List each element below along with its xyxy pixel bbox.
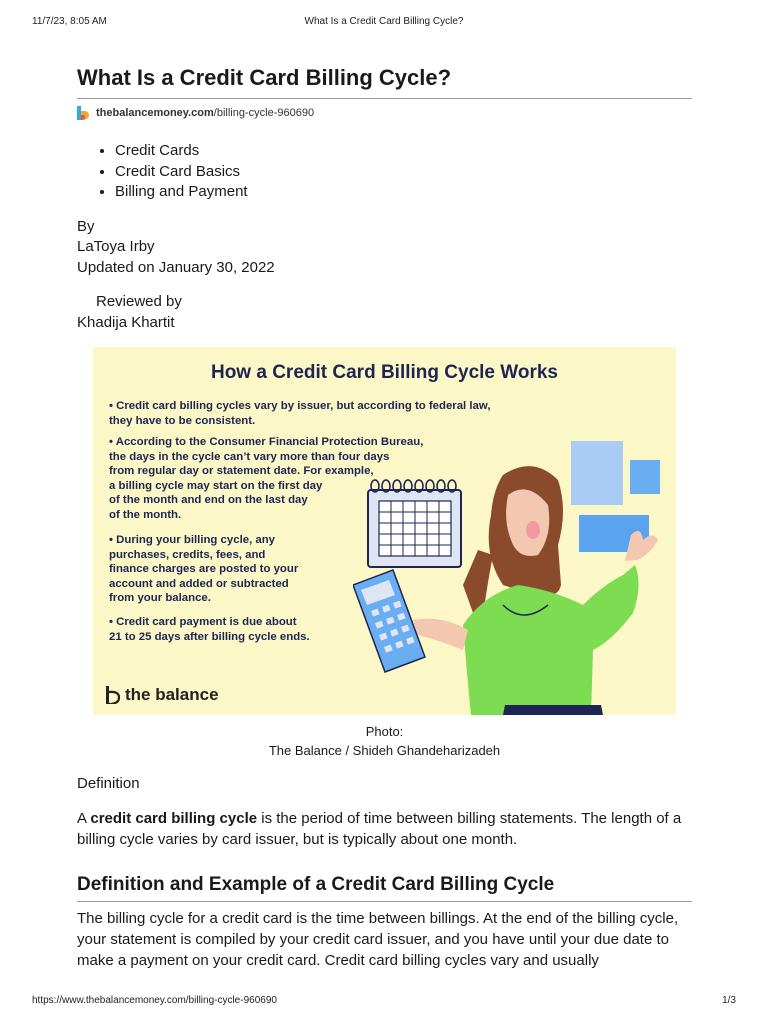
infographic-bullet: • Credit card billing cycles vary by issuer, but according to federal law, they have to be consistent. xyxy=(109,400,491,427)
paper-shape xyxy=(630,460,660,494)
the-balance-logo-icon xyxy=(106,686,120,704)
reviewer-block xyxy=(77,292,692,333)
breadcrumb-item[interactable]: • Credit Card Basics xyxy=(115,162,692,183)
section-paragraph: The billing cycle for a credit card is the time between billings. At the end of the billing cycle, your statement is compiled by your credit card issuer, and you have until your due date to make a payment on your credit card. Credit card billing cycles vary and usually xyxy=(77,910,679,969)
image-caption xyxy=(77,722,692,760)
updated-date: Updated on January 30, 2022 xyxy=(77,258,275,276)
print-datetime: 11/7/23, 8:05 AM xyxy=(32,16,107,27)
author-link[interactable]: LaToya Irby xyxy=(77,238,155,255)
site-favicon-icon xyxy=(77,106,90,120)
breadcrumb xyxy=(115,141,692,203)
definition-paragraph xyxy=(77,808,692,850)
print-url: https://www.thebalancemoney.com/billing-cycle-960690 xyxy=(32,995,277,1006)
breadcrumb-item[interactable]: • Billing and Payment xyxy=(115,182,692,203)
reviewed-by-label: Reviewed by xyxy=(96,293,182,310)
print-header xyxy=(0,16,768,30)
article-title: What Is a Credit Card Billing Cycle? xyxy=(77,62,692,99)
reviewer-link[interactable]: Khadija Khartit xyxy=(77,313,175,331)
calendar-icon xyxy=(368,480,461,567)
infographic-bullet: • During your billing cycle, any purchases, credits, fees, and finance charges are posted to your account and added or subtracted from your balance. xyxy=(109,534,299,605)
definition-label: Definition xyxy=(77,775,140,792)
the-balance-logo xyxy=(106,685,219,705)
infographic-title: How a Credit Card Billing Cycle Works xyxy=(210,362,558,383)
print-footer xyxy=(0,995,768,1009)
by-label: By xyxy=(77,217,95,235)
caption-credit: The Balance / Shideh Ghandeharizadeh xyxy=(268,743,501,758)
section-heading: Definition and Example of a Credit Card Billing Cycle xyxy=(77,872,692,902)
source-domain-link[interactable]: thebalancemoney.com xyxy=(96,107,214,119)
woman-with-calendar-illustration xyxy=(353,435,676,715)
definition-term: credit card billing cycle xyxy=(90,810,258,827)
print-page-title: What Is a Credit Card Billing Cycle? xyxy=(304,16,464,27)
breadcrumb-item[interactable]: • Credit Cards xyxy=(115,141,692,162)
paper-shape xyxy=(571,441,623,505)
infographic-bullet: • Credit card payment is due about 21 to 25 days after billing cycle ends. xyxy=(109,616,310,643)
byline xyxy=(77,217,692,279)
infographic-image xyxy=(93,347,676,715)
caption-label: Photo: xyxy=(365,724,404,739)
infographic-bullet: • According to the Consumer Financial Protection Bureau, the days in the cycle can’t vary more than four days from regular day or statement date. For example, a billing cycle may start on the first day of the month and end on the last day of the month. xyxy=(109,436,424,521)
page-number: 1/3 xyxy=(722,995,736,1006)
definition-prefix: A xyxy=(77,810,91,827)
source-line xyxy=(77,105,692,121)
the-balance-wordmark: the balance xyxy=(125,685,219,704)
source-path: /billing-cycle-960690 xyxy=(213,107,315,119)
definition-text: is the period of time between billing statements. The length of a billing cycle varies by card issuer, but is typically about one month. xyxy=(77,810,682,848)
article xyxy=(77,62,692,971)
